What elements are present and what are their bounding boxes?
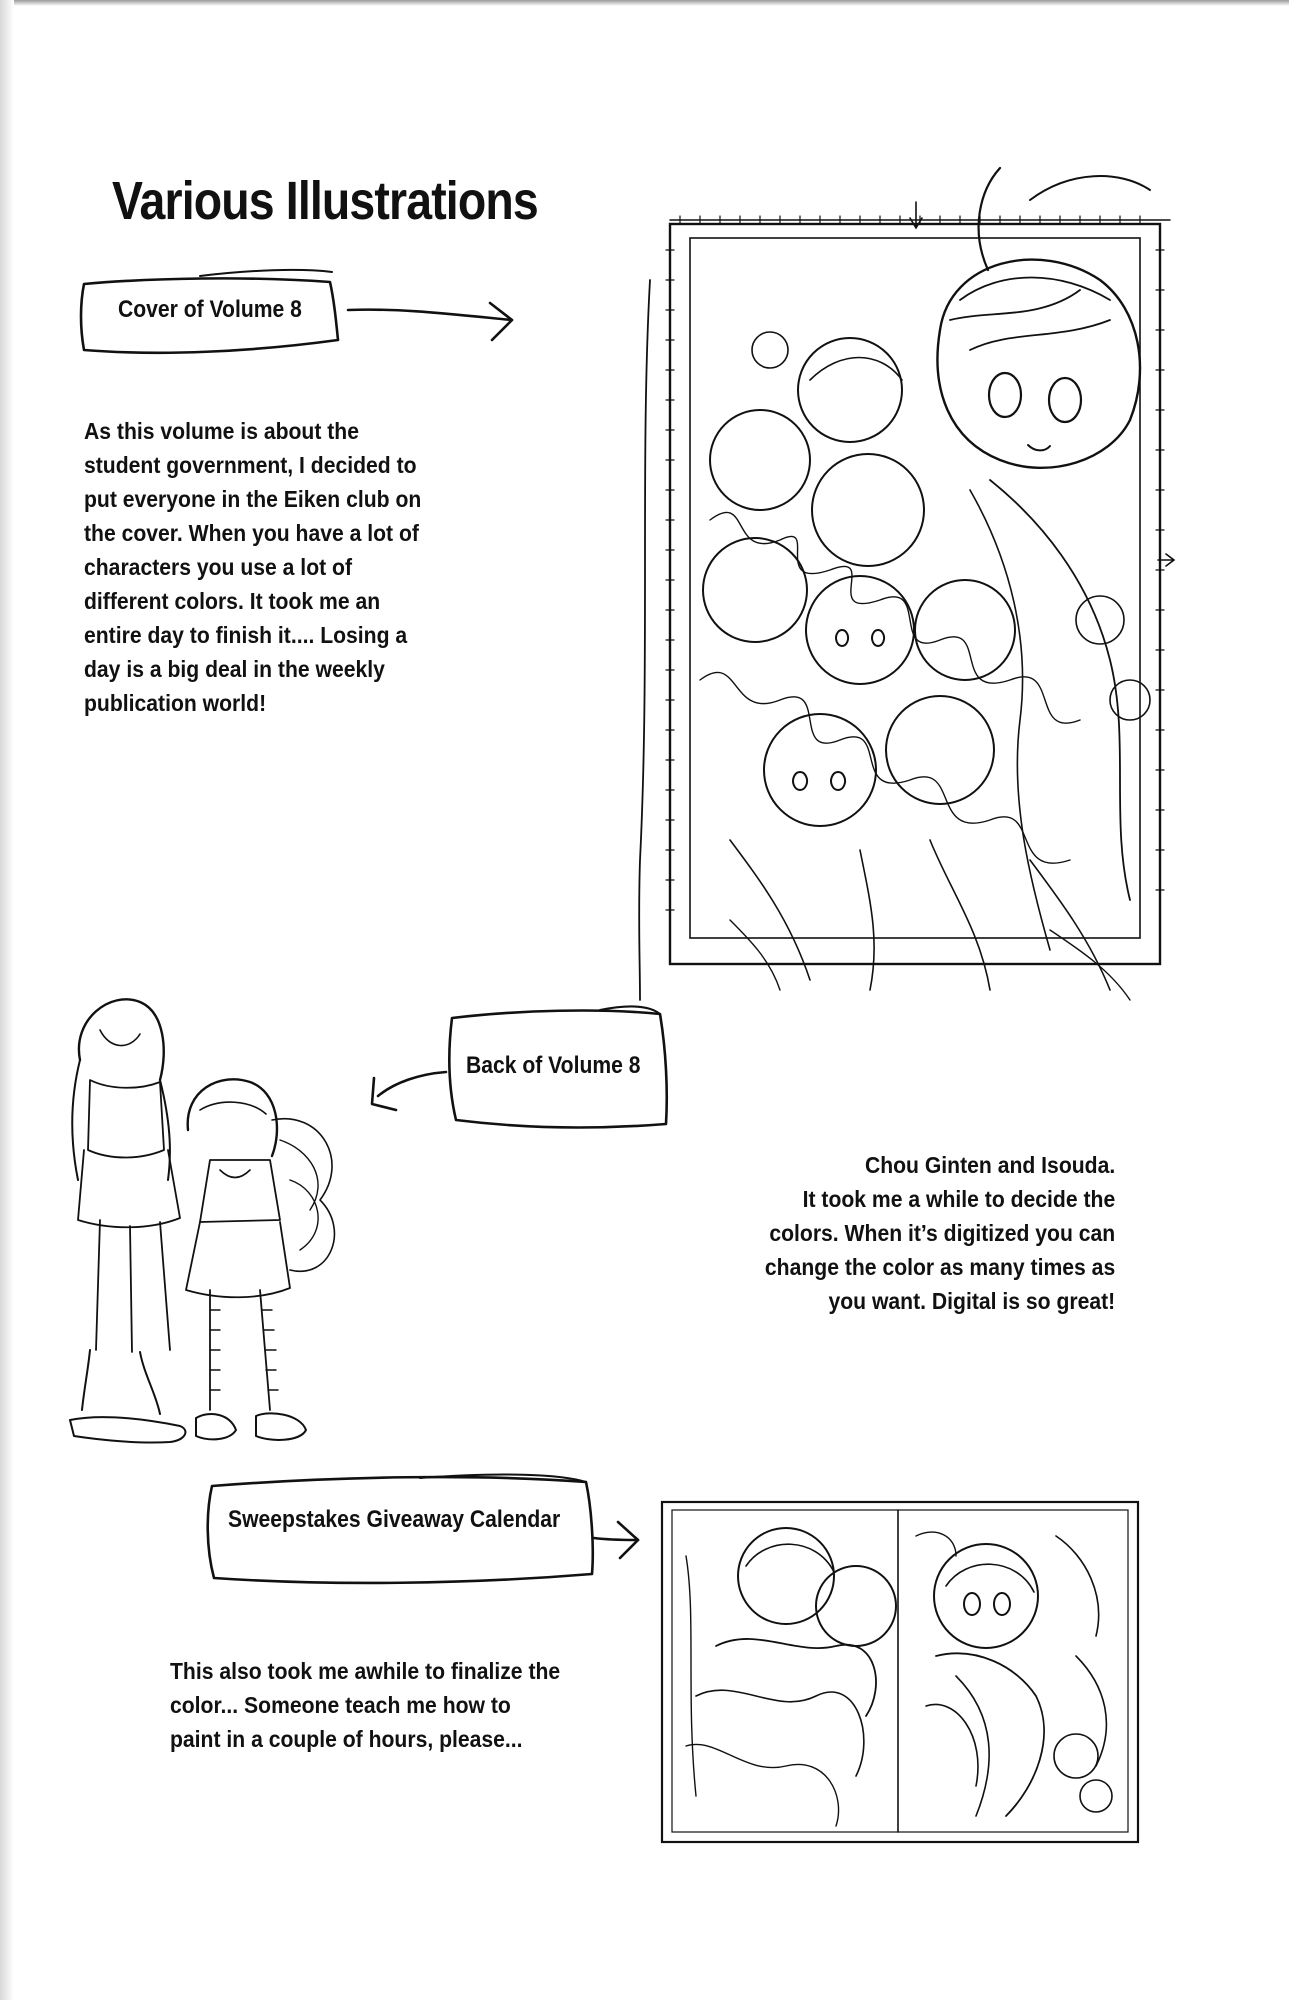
back-description xyxy=(765,1148,1115,1318)
text-line: you want. Digital is so great! xyxy=(828,1288,1115,1314)
text-line: the cover. When you have a lot of xyxy=(84,520,419,546)
calendar-description xyxy=(170,1654,560,1756)
text-line: colors. When it’s digitized you can xyxy=(769,1220,1115,1246)
text-line: This also took me awhile to finalize the xyxy=(170,1658,561,1684)
text-line: paint in a couple of hours, please... xyxy=(170,1726,523,1752)
back-volume-8-sketch xyxy=(60,990,360,1460)
text-line: different colors. It took me an xyxy=(84,588,381,614)
arrow-right-icon xyxy=(348,310,512,320)
calendar-sketch xyxy=(656,1496,1146,1850)
arrow-right-icon xyxy=(594,1538,638,1540)
cover-volume-8-sketch xyxy=(610,160,1210,1030)
text-line: student government, I decided to xyxy=(84,452,417,478)
ruler-ticks xyxy=(666,216,1164,910)
text-line: put everyone in the Eiken club on xyxy=(84,486,422,512)
text-line: It took me a while to decide the xyxy=(802,1186,1115,1212)
text-line: As this volume is about the xyxy=(84,418,359,444)
caption-label-back: Back of Volume 8 xyxy=(466,1052,641,1079)
text-line: publication world! xyxy=(84,690,267,716)
text-line: change the color as many times as xyxy=(764,1254,1115,1280)
caption-label-cover: Cover of Volume 8 xyxy=(118,296,302,323)
arrow-left-icon xyxy=(378,1072,446,1096)
text-line: color... Someone teach me how to xyxy=(170,1692,511,1718)
caption-label-calendar: Sweepstakes Giveaway Calendar xyxy=(228,1506,561,1533)
text-line: characters you use a lot of xyxy=(84,554,353,580)
text-line: day is a big deal in the weekly xyxy=(84,656,385,682)
text-line: Chou Ginten and Isouda. xyxy=(864,1152,1115,1178)
text-line: entire day to finish it.... Losing a xyxy=(84,622,408,648)
cover-description xyxy=(84,414,421,720)
page-title: Various Illustrations xyxy=(112,171,538,231)
